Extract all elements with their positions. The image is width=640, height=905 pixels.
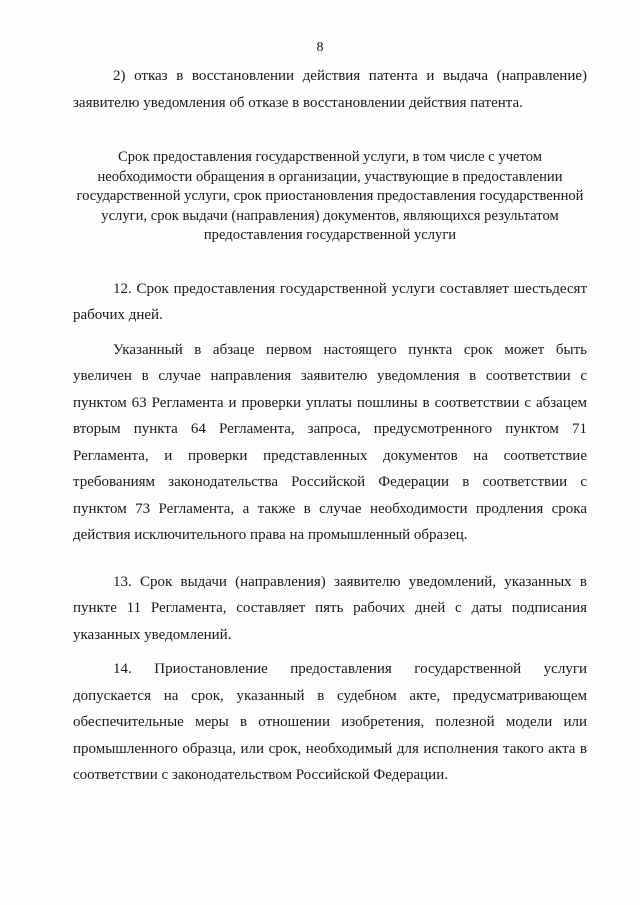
paragraph-12: 12. Срок предоставления государственной услуги составляет шестьдесят рабочих дней. [73, 280, 587, 323]
page-content [73, 63, 587, 789]
paragraph-refusal-item: 2) отказ в восстановлении действия патента и выдача (направление) заявителю уведомления об отказе в восстановлении действия патента. [73, 68, 587, 111]
paragraph-13: 13. Срок выдачи (направления) заявителю уведомлений, указанных в пункте 11 Регламента, составляет пять рабочих дней с даты подписания указанных уведомлений. [73, 573, 587, 643]
paragraph-12-extension: Указанный в абзаце первом настоящего пункта срок может быть увеличен в случае направления заявителю уведомления в соответствии с пунктом 63 Регламента и проверки уплаты пошлины в соответствии с абзацем вторым пункта 64 Регламента, запроса, предусмотренного пунктом 71 Регламента, и проверки представленных документов на соответствие требованиям законодательства Российской Федерации в соответствии с пунктом 73 Регламента, а также в случае необходимости продления срока действия исключительного права на промышленный образец. [73, 341, 587, 543]
section-heading: Срок предоставления государственной услуги, в том числе с учетом необходимости обращения в организации, участвующие в предоставлении государственной услуги, срок приостановления предоставления государственной услуги, срок выдачи (направления) документов, являющихся результатом предоставления государственной услуги [76, 149, 584, 243]
page-number: 8 [316, 40, 324, 55]
paragraph-14: 14. Приостановление предоставления государственной услуги допускается на срок, указанный в судебном акте, предусматривающем обеспечительные меры в отношении изобретения, полезной модели или промышленного образца, или срок, необходимый для исполнения такого акта в соответствии с законодательством Российской Федерации. [73, 661, 587, 783]
